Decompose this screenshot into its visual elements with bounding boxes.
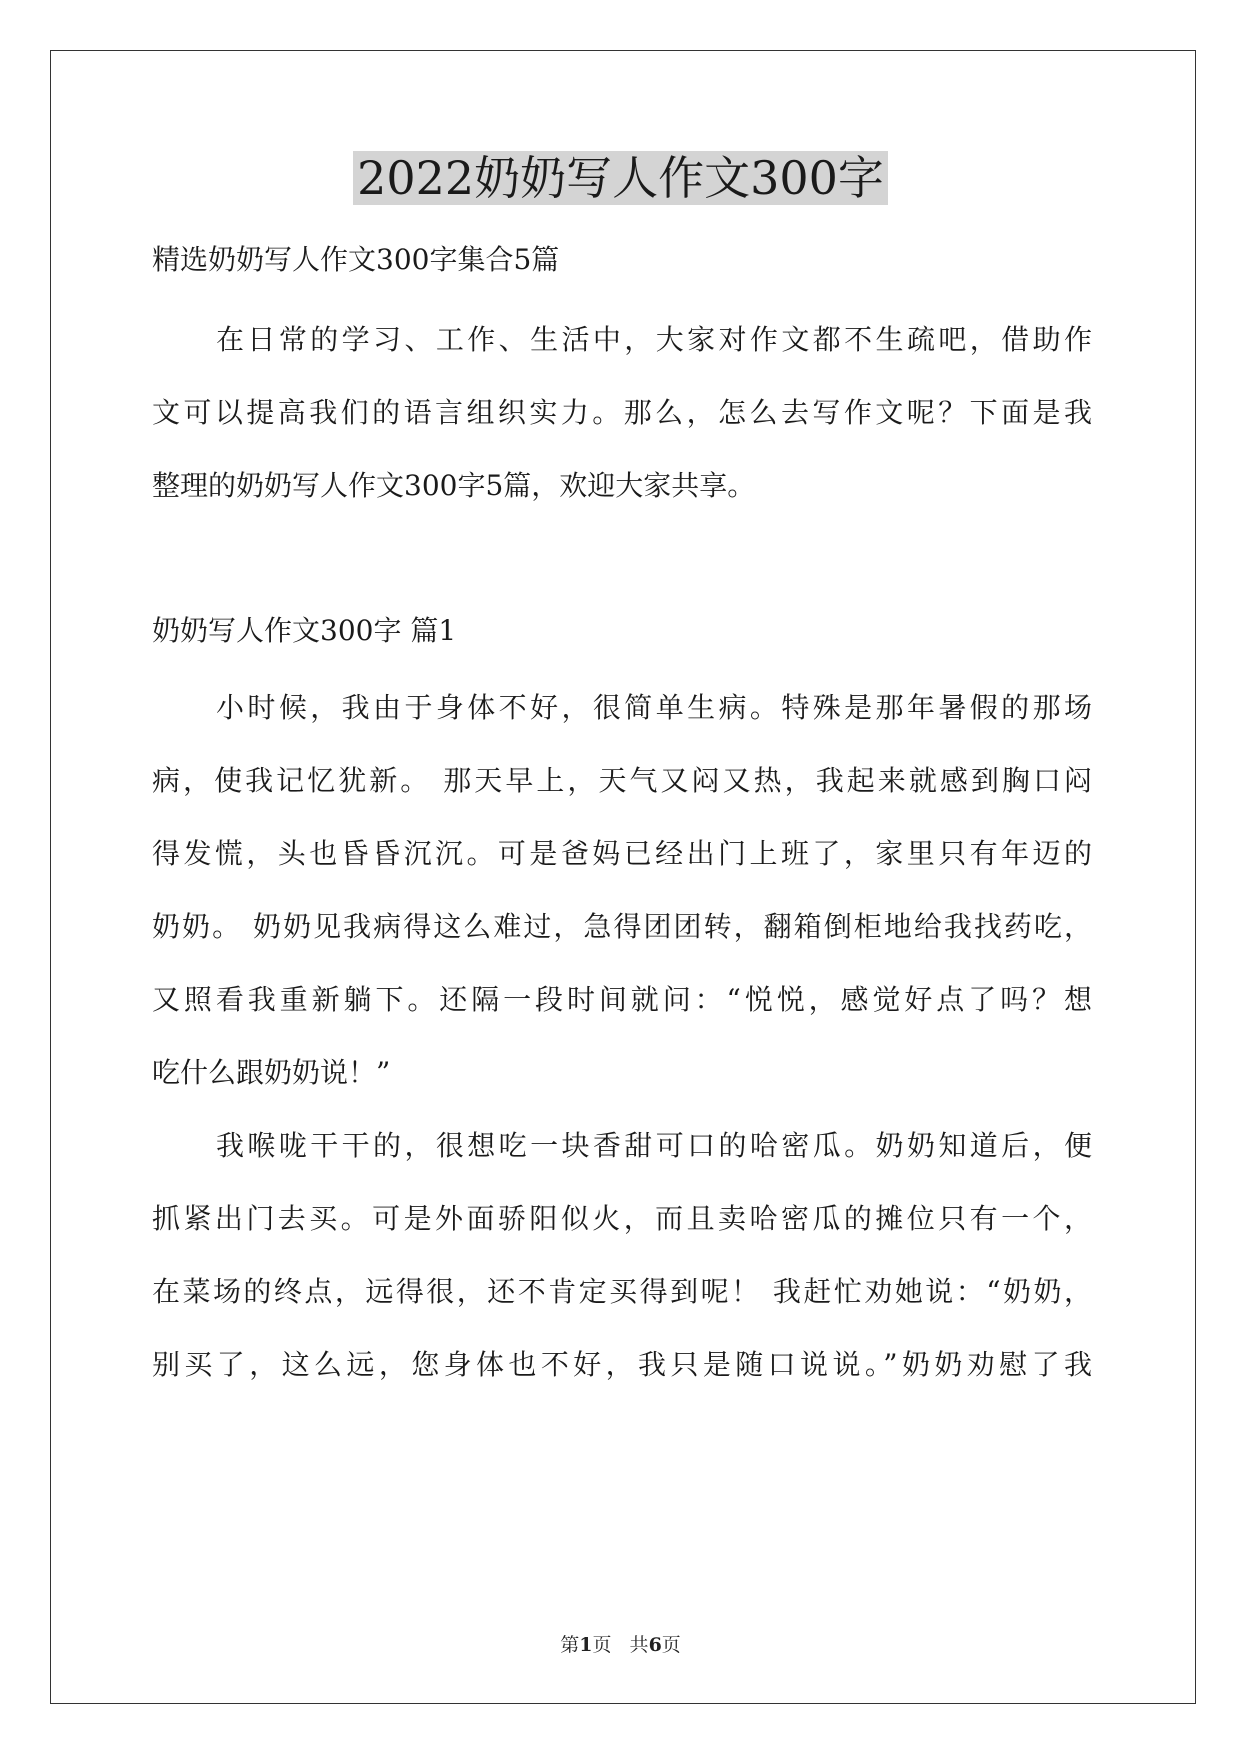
paragraph2-line-1: 我喉咙干干的，很想吃一块香甜可口的哈密瓜。奶奶知道后，便 [216,1129,1092,1162]
intro-line-3: 整理的奶奶写人作文300字5篇，欢迎大家共享。 [152,469,756,502]
footer-page-mid: 页 共 [592,1634,649,1656]
paragraph2-line-2: 抓紧出门去买。可是外面骄阳似火，而且卖哈密瓜的摊位只有一个， [152,1202,1092,1235]
paragraph1-line-3: 得发慌，头也昏昏沉沉。可是爸妈已经出门上班了，家里只有年迈的 [152,837,1092,870]
intro-line-2: 文可以提高我们的语言组织实力。那么，怎么去写作文呢？下面是我 [152,396,1092,429]
document-subtitle: 精选奶奶写人作文300字集合5篇 [152,243,560,276]
page-footer [0,1632,1241,1658]
paragraph1-line-2: 病，使我记忆犹新。 那天早上，天气又闷又热，我起来就感到胸口闷 [152,764,1092,797]
page-border [50,50,1196,1704]
paragraph2-line-4: 别买了，这么远，您身体也不好，我只是随口说说。”奶奶劝慰了我 [152,1348,1092,1381]
footer-page-total: 6 [648,1634,662,1656]
paragraph1-line-5: 又照看我重新躺下。还隔一段时间就问：“悦悦，感觉好点了吗？想 [152,983,1092,1016]
intro-line-1: 在日常的学习、工作、生活中，大家对作文都不生疏吧，借助作 [216,323,1092,356]
footer-page-current: 1 [579,1634,593,1656]
paragraph1-line-6: 吃什么跟奶奶说！” [152,1056,391,1089]
footer-page-suffix: 页 [661,1634,681,1656]
paragraph1-line-1: 小时候，我由于身体不好，很简单生病。特殊是那年暑假的那场 [216,691,1092,724]
paragraph1-line-4: 奶奶。 奶奶见我病得这么难过，急得团团转，翻箱倒柜地给我找药吃， [152,910,1092,943]
section-heading: 奶奶写人作文300字 篇1 [152,614,457,647]
footer-page-prefix: 第 [560,1634,580,1656]
document-title-text: 2022奶奶写人作文300字 [353,151,888,205]
paragraph2-line-3: 在菜场的终点，远得很，还不肯定买得到呢！ 我赶忙劝她说：“奶奶， [152,1275,1092,1308]
document-title [0,148,1241,208]
